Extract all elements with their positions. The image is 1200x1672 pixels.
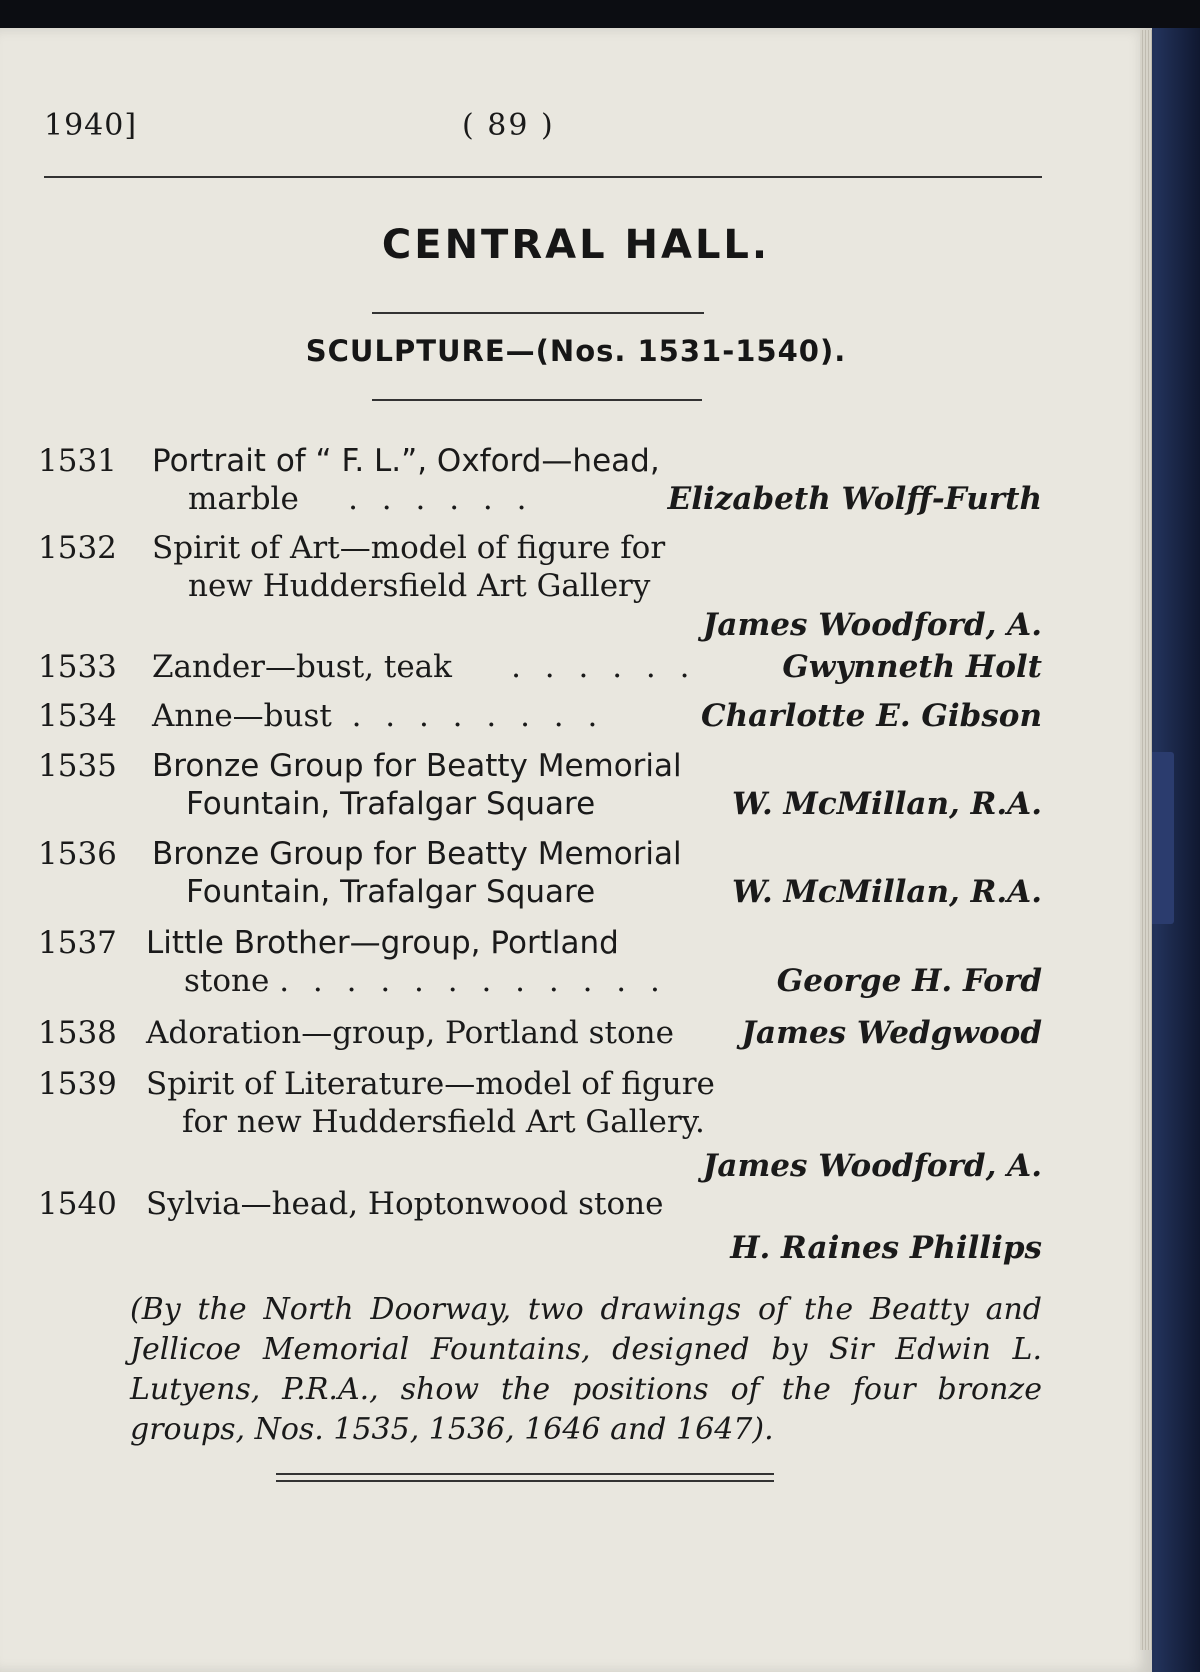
leader-dots: . . . . . . . . . . . . — [279, 963, 667, 999]
entry-number: 1539 — [38, 1066, 117, 1102]
entry-number: 1533 — [38, 649, 117, 685]
entry-title: Anne—bust . . . . . . . . — [152, 698, 605, 734]
entry-artist: James Wedgwood — [741, 1015, 1042, 1051]
entry-number: 1538 — [38, 1015, 117, 1051]
entry-title: Spirit of Literature—model of figure — [146, 1066, 715, 1102]
page-number: ( 89 ) — [462, 108, 555, 143]
header-rule — [44, 176, 1042, 178]
entry-number: 1534 — [38, 698, 117, 734]
entry-artist: Elizabeth Wolff-Furth — [667, 481, 1042, 517]
entry-artist: W. McMillan, R.A. — [731, 786, 1042, 822]
entry-description: Fountain, Trafalgar Square — [186, 786, 596, 822]
entry-title: Spirit of Art—model of figure for — [152, 530, 666, 566]
catalogue-entry — [0, 1186, 1152, 1306]
catalogue-entry — [0, 530, 1152, 650]
entry-description: new Huddersfield Art Gallery — [188, 568, 651, 604]
entry-material: stone . . . . . . . . . . . . — [184, 963, 667, 999]
hall-title: CENTRAL HALL. — [381, 222, 771, 268]
entry-material: marble . . . . . . — [188, 481, 534, 517]
entry-number: 1537 — [38, 925, 117, 961]
entry-artist: James Woodford, A. — [702, 1148, 1042, 1184]
leader-dots: . . . . . . . . — [351, 698, 605, 734]
entry-number: 1531 — [38, 443, 117, 479]
section-rule — [372, 399, 702, 401]
entry-title: Zander—bust, teak . . . . . . — [152, 649, 697, 685]
leader-dots: . . . . . . — [511, 649, 697, 685]
section-title: SCULPTURE—(Nos. 1531-1540). — [305, 334, 847, 368]
entry-title: Bronze Group for Beatty Memorial — [152, 836, 682, 872]
catalogue-entry — [0, 1066, 1152, 1186]
footnote: (By the North Doorway, two drawings of the Beatty and Jellicoe Memorial Fountains, designed by Sir Edwin L. Lutyens, P.R.A., show the positions of the four bronze groups, Nos. 1535, 1536, 1646 and 1647). — [130, 1292, 1042, 1447]
entry-description: for new Huddersfield Art Gallery. — [182, 1104, 705, 1140]
entry-number: 1536 — [38, 836, 117, 872]
entry-artist: H. Raines Phillips — [730, 1230, 1042, 1266]
entry-artist: James Woodford, A. — [702, 607, 1042, 643]
entry-artist: Charlotte E. Gibson — [700, 698, 1042, 734]
end-rule — [276, 1473, 774, 1475]
end-rule — [276, 1480, 774, 1482]
entry-number: 1535 — [38, 748, 117, 784]
entry-title: Portrait of “ F. L.”, Oxford—head, — [152, 443, 660, 479]
leader-dots: . . . . . . — [348, 481, 534, 517]
entry-artist: Gwynneth Holt — [782, 649, 1042, 685]
entry-title: Little Brother—group, Portland — [146, 925, 619, 961]
entry-title: Bronze Group for Beatty Memorial — [152, 748, 682, 784]
entry-number: 1540 — [38, 1186, 117, 1222]
entry-artist: George H. Ford — [776, 963, 1042, 999]
entry-title: Adoration—group, Portland stone — [146, 1015, 674, 1051]
title-rule — [372, 312, 704, 314]
entry-artist: W. McMillan, R.A. — [731, 874, 1042, 910]
running-header-year: 1940] — [44, 108, 138, 143]
entry-title: Sylvia—head, Hoptonwood stone — [146, 1186, 664, 1222]
entry-description: Fountain, Trafalgar Square — [186, 874, 596, 910]
entry-number: 1532 — [38, 530, 117, 566]
